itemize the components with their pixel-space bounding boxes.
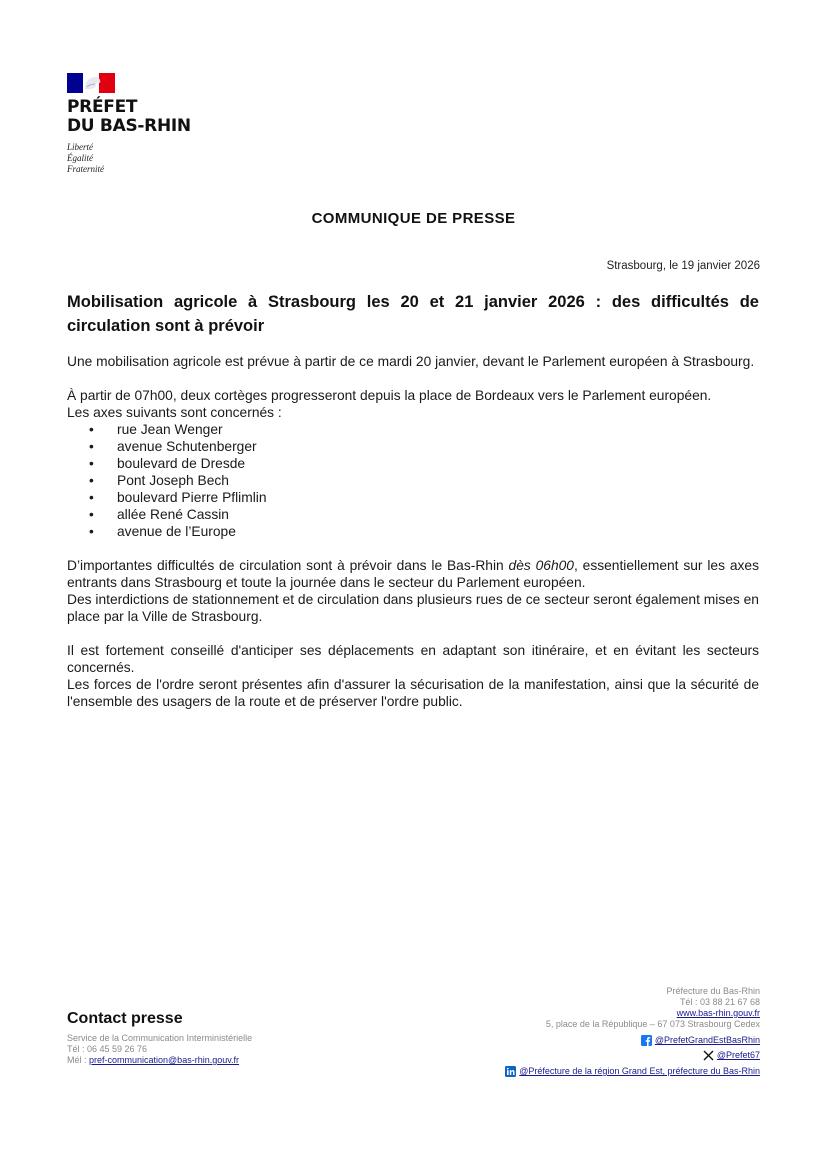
bullet-icon: • [89, 456, 94, 471]
devise-liberte: Liberté [67, 142, 93, 152]
marianne-flag-icon [67, 73, 115, 93]
axis-label: Pont Joseph Bech [117, 473, 229, 488]
list-item [67, 472, 759, 489]
difficulties-text-c: , essentiellement sur les axes entrants dans Strasbourg et toute la journée dans le secteur du Parlement européen. [67, 558, 759, 590]
linkedin-link[interactable]: @Préfecture de la région Grand Est, préfecture du Bas-Rhin [519, 1066, 760, 1076]
axis-label: rue Jean Wenger [117, 422, 223, 437]
linkedin-icon [505, 1066, 516, 1077]
bullet-icon: • [89, 524, 94, 539]
paragraph-intro: Une mobilisation agricole est prévue à partir de ce mardi 20 janvier, devant le Parlement européen à Strasbourg. [67, 354, 755, 369]
bullet-icon: • [89, 473, 94, 488]
paragraph-advice: Il est fortement conseillé d'anticiper ses déplacements en adaptant son itinéraire, et en évitant les secteurs concernés. [67, 643, 759, 675]
contact-mail-label: Mél : [67, 1055, 90, 1065]
devise-fraternite: Fraternité [67, 164, 104, 174]
social-facebook [641, 1034, 760, 1046]
list-item [67, 506, 759, 523]
headline: Mobilisation agricole à Strasbourg les 20 et 21 janvier 2026 : des difficultés de circulation sont à prévoir [67, 293, 759, 335]
list-item [67, 438, 759, 455]
address-phone: Tél : 03 88 21 67 68 [679, 997, 760, 1007]
bullet-icon: • [89, 439, 94, 454]
bullet-icon: • [89, 507, 94, 522]
contact-email-link[interactable]: pref-communication@bas-rhin.gouv.fr [89, 1055, 240, 1065]
devise-egalite: Égalité [67, 153, 93, 163]
axis-label: avenue Schutenberger [117, 439, 257, 454]
paragraph-cortege: À partir de 07h00, deux cortèges progresseront depuis la place de Bordeaux vers le Parlement européen. [67, 388, 712, 403]
contact-details [67, 1033, 252, 1066]
paragraph-interdictions: Des interdictions de stationnement et de circulation dans plusieurs rues de ce secteur seront également mises en place par la Ville de Strasbourg. [67, 592, 759, 624]
difficulties-text-a: D’importantes difficultés de circulation sont à prévoir dans le Bas-Rhin [67, 558, 509, 573]
axis-label: allée René Cassin [117, 507, 229, 522]
list-item [67, 421, 759, 438]
difficulties-time: dès 06h00 [508, 558, 574, 573]
list-item [67, 455, 759, 472]
prefecture-address [546, 986, 760, 1030]
contact-title: Contact presse [67, 1010, 183, 1027]
contact-service: Service de la Communication Interministérielle [67, 1033, 253, 1043]
social-x [703, 1049, 760, 1061]
x-icon [703, 1050, 714, 1061]
contact-phone: Tél : 06 45 59 26 76 [67, 1044, 148, 1054]
paragraph-axes-intro: Les axes suivants sont concernés : [67, 405, 282, 420]
prefet-title [67, 98, 207, 136]
prefet-line-1: PRÉFET [67, 97, 138, 117]
list-item [67, 489, 759, 506]
website-link[interactable]: www.bas-rhin.gouv.fr [676, 1008, 760, 1018]
social-linkedin [505, 1065, 760, 1077]
prefecture-logo [67, 73, 207, 175]
press-body [67, 353, 759, 710]
prefet-line-2: DU BAS-RHIN [67, 116, 191, 136]
axis-label: boulevard Pierre Pflimlin [117, 490, 267, 505]
x-link[interactable]: @Prefet67 [716, 1050, 760, 1060]
bullet-icon: • [89, 490, 94, 505]
address-name: Préfecture du Bas-Rhin [666, 986, 760, 996]
document-title: COMMUNIQUE DE PRESSE [311, 210, 516, 227]
contact-mail-line [67, 1055, 252, 1066]
paragraph-difficulties [67, 557, 759, 591]
bullet-icon: • [89, 422, 94, 437]
axes-list [67, 421, 759, 540]
paragraph-security: Les forces de l'ordre seront présentes afin d'assurer la sécurisation de la manifestation, ainsi que la sécurité de l'ensemble des usagers de la route et de préserver l'ordre public. [67, 677, 759, 709]
list-item [67, 523, 759, 540]
facebook-link[interactable]: @PrefetGrandEstBasRhin [654, 1035, 760, 1045]
axis-label: boulevard de Dresde [117, 456, 246, 471]
devise [67, 142, 207, 175]
facebook-icon [641, 1035, 652, 1046]
address-street: 5, place de la République – 67 073 Strasbourg Cedex [545, 1019, 760, 1029]
press-date: Strasbourg, le 19 janvier 2026 [606, 260, 760, 272]
axis-label: avenue de l’Europe [117, 524, 236, 539]
